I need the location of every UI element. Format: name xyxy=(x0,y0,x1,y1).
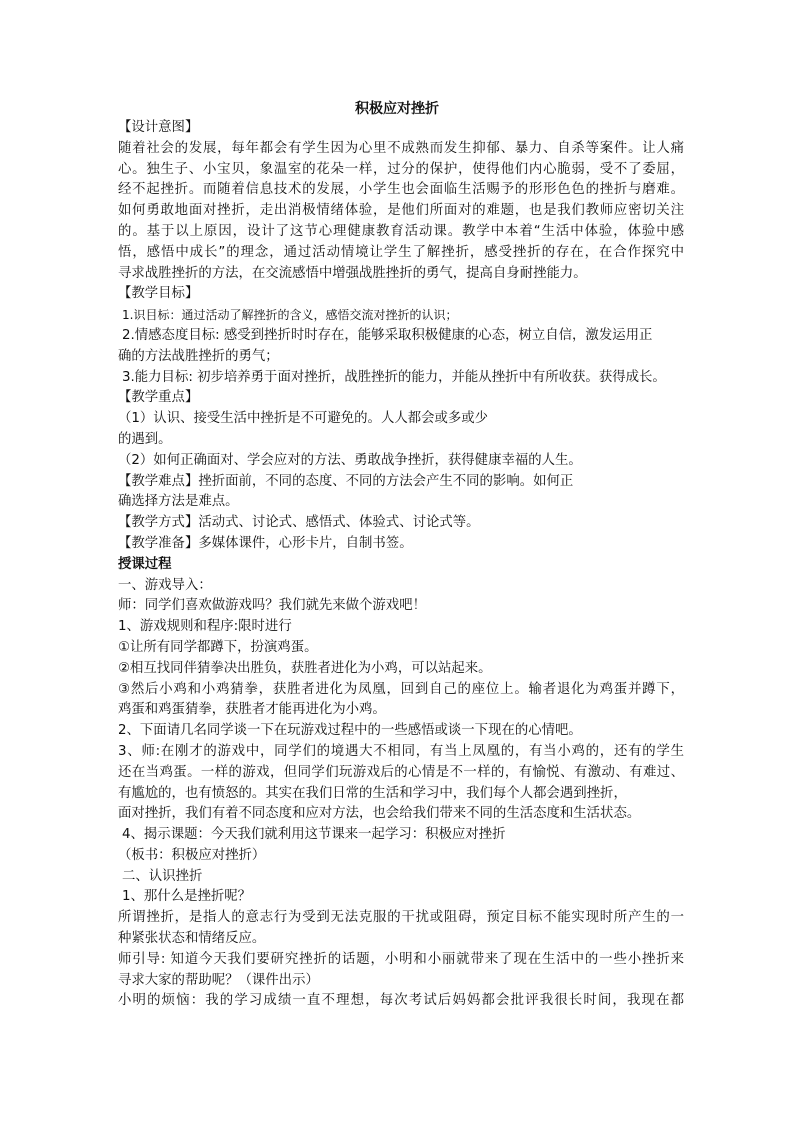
section-heading: 二、认识挫折 xyxy=(122,868,203,884)
teaching-method-line: 【教学方式】活动式、讨论式、感悟式、体验式、讨论式等。 xyxy=(118,515,480,531)
step-item-continued: 鸡蛋和鸡蛋猜拳，获胜者才能再进化为小鸡。 xyxy=(118,702,386,718)
paragraph-line: 面对挫折，我们有着不同态度和应对方法，也会给我们带来不同的生活态度和生活状态。 xyxy=(118,806,641,822)
heading-teaching-goals: 【教学目标】 xyxy=(118,286,199,302)
step-item: ①让所有同学都蹲下，扮演鸡蛋。 xyxy=(118,639,318,655)
goal-item: 1.识目标：通过活动了解挫折的含义，感悟交流对挫折的认识； xyxy=(122,308,458,323)
heading-design-intent: 【设计意图】 xyxy=(118,120,199,135)
key-point-item: （1）认识、接受生活中挫折是不可避免的。人人都会或多或少 xyxy=(118,411,489,427)
difficulty-line: 【教学难点】挫折面前，不同的态度、不同的方法会产生不同的影响。如何正 xyxy=(118,473,574,489)
step-item: ②相互找同伴猜拳决出胜负，获胜者进化为小鸡，可以站起来。 xyxy=(118,660,492,676)
goal-item: 2.情感态度目标: 感受到挫折时时存在，能够采取积极健康的心态，树立自信，激发运用正 xyxy=(122,327,653,343)
paragraph-line: 1、游戏规则和程序:限时进行 xyxy=(118,619,292,635)
paragraph-line: 1、那什么是挫折呢？ xyxy=(122,889,252,905)
paragraph-line: 经不起挫折。而随着信息技术的发展，小学生也会面临生活赐予的形形色色的挫折与磨难。 xyxy=(118,182,684,198)
heading-lesson-process: 授课过程 xyxy=(118,556,172,572)
paragraph-line: 还在当鸡蛋。一样的游戏，但同学们玩游戏后的心情是不一样的，有愉悦、有激动、有难过、 xyxy=(118,764,684,780)
document-body xyxy=(118,118,684,1012)
paragraph-line: 如何勇敢地面对挫折，走出消极情绪体验，是他们所面对的难题，也是我们教师应密切关注 xyxy=(118,203,684,219)
step-item: ③然后小鸡和小鸡猜拳，获胜者进化为凤凰，回到自己的座位上。输者退化为鸡蛋并蹲下， xyxy=(118,681,684,697)
paragraph-line: 种紧张状态和情绪反应。 xyxy=(118,931,266,947)
goal-item: 3.能力目标: 初步培养勇于面对挫折，战胜挫折的能力，并能从挫折中有所收获。获得成长。 xyxy=(122,369,666,385)
paragraph-line: 随着社会的发展，每年都会有学生因为心里不成熟而发生抑郁、暴力、自杀等案件。让人痛 xyxy=(118,140,684,156)
paragraph-line: 有尴尬的，也有愤怒的。其实在我们日常的生活和学习中，我们每个人都会遇到挫折， xyxy=(118,785,627,801)
paragraph-line: 的。基于以上原因，设计了这节心理健康教育活动课。教学中本着“生活中体验，体验中感 xyxy=(118,223,684,239)
paragraph-line: 小明的烦恼：我的学习成绩一直不理想，每次考试后妈妈都会批评我很长时间，我现在都 xyxy=(118,993,684,1009)
paragraph-line: 所谓挫折，是指人的意志行为受到无法克服的干扰或阻碍，预定目标不能实现时所产生的一 xyxy=(118,910,684,926)
paragraph-line: 寻求战胜挫折的方法，在交流感悟中增强战胜挫折的勇气，提高自身耐挫能力。 xyxy=(118,265,587,281)
paragraph-line: （板书：积极应对挫折） xyxy=(118,847,266,863)
key-point-item: （2）如何正确面对、学会应对的方法、勇敢战争挫折，获得健康幸福的人生。 xyxy=(118,452,582,468)
heading-key-points: 【教学重点】 xyxy=(118,390,199,406)
paragraph-line: 4、揭示课题：今天我们就利用这节课来一起学习：积极应对挫折 xyxy=(122,827,506,843)
teaching-prep-line: 【教学准备】多媒体课件，心形卡片，自制书签。 xyxy=(118,535,413,551)
paragraph-line: 寻求大家的帮助呢？（课件出示） xyxy=(118,972,319,988)
paragraph-line: 3、师:在刚才的游戏中，同学们的境遇大不相同，有当上凤凰的，有当小鸡的，还有的学生 xyxy=(118,743,684,759)
paragraph-line: 2、下面请几名同学谈一下在玩游戏过程中的一些感悟或谈一下现在的心情吧。 xyxy=(118,723,582,739)
page-title: 积极应对挫折 xyxy=(355,101,439,117)
paragraph-line: 师：同学们喜欢做游戏吗？我们就先来做个游戏吧！ xyxy=(118,598,426,614)
key-point-item-continued: 的遇到。 xyxy=(118,431,172,447)
goal-item-continued: 确的方法战胜挫折的勇气； xyxy=(118,348,279,364)
paragraph-line: 悟，感悟中成长”的理念，通过活动情境让学生了解挫折，感受挫折的存在，在合作探究中 xyxy=(118,244,684,260)
paragraph-line: 师引导: 知道今天我们要研究挫折的话题，小明和小丽就带来了现在生活中的一些小挫折来 xyxy=(118,951,684,967)
difficulty-line-continued: 确选择方法是难点。 xyxy=(118,494,239,510)
section-heading: 一、游戏导入： xyxy=(118,577,212,593)
paragraph-line: 心。独生子、小宝贝，象温室的花朵一样，过分的保护，使得他们内心脆弱，受不了委屈， xyxy=(118,161,684,177)
